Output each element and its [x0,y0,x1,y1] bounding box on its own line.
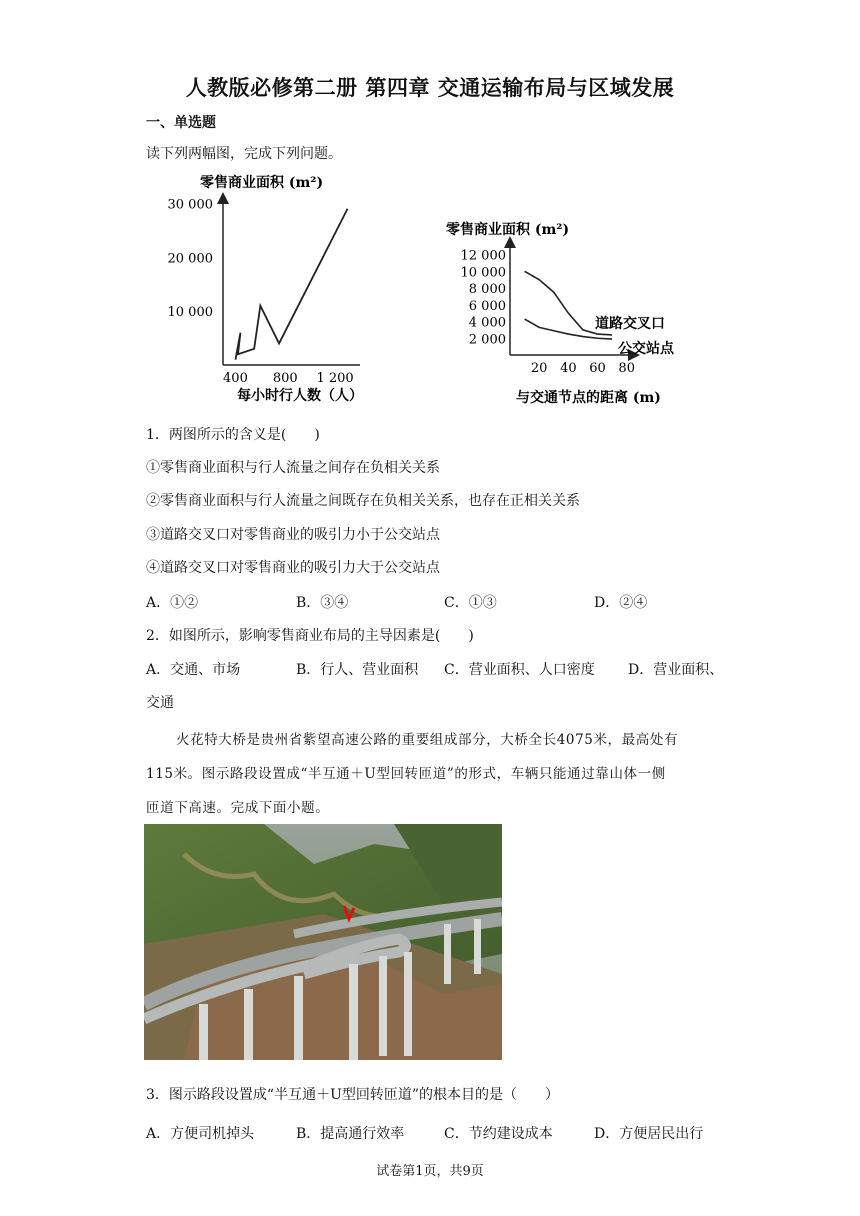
chart2-xlabel: 与交通节点的距离 (m) [516,390,661,406]
chart1-ytick-label: 10 000 [167,305,213,321]
chart2-ytick-label: 8 000 [468,282,506,298]
q3-option-b: B．提高通行效率 [296,1126,405,1142]
q2-option-b: B．行人、营业面积 [296,662,419,678]
chart1-xtick-label: 400 [223,371,248,386]
q1-stem: 1．两图所示的含义是( ) [146,427,320,443]
q3-option-d: D．方便居民出行 [594,1126,704,1142]
chart2-ylabel: 零售商业面积 (m²) [446,222,570,238]
chart2-legend-bus-stop: 公交站点 [618,341,674,357]
chart-distance-area [428,208,708,413]
chart1-series-line [235,209,347,360]
chart2-xtick-label: 20 [530,361,548,376]
q1-item: ①零售商业面积与行人流量之间存在负相关关系 [146,460,440,476]
chart1-ytick-label: 30 000 [167,197,213,213]
chart2-legend-road-crossing: 道路交叉口 [595,316,665,332]
chart2-ytick-label: 12 000 [460,248,506,264]
page-title: 人教版必修第二册 第四章 交通运输布局与区域发展 [185,75,675,100]
chart2-ytick-label: 10 000 [460,265,506,281]
q2-option-a: A．交通、市场 [146,662,241,678]
chart1-xlabel: 每小时行人数（人） [237,388,363,404]
passage-line: 火花特大桥是贵州省紫望高速公路的重要组成部分，大桥全长4075米，最高处有 [176,732,679,748]
q2-option-d-wrap: 交通 [146,695,174,711]
chart2-ytick-label: 2 000 [468,332,506,348]
chart1-ylabel: 零售商业面积 (m²) [200,175,324,191]
q2-option-d: D．营业面积、 [628,662,724,678]
chart1-xtick-label: 1 200 [316,371,354,386]
chart2-xtick-label: 80 [618,361,635,376]
q1-item: ②零售商业面积与行人流量之间既存在负相关关系，也存在正相关关系 [146,493,580,509]
page-footer: 试卷第1页，共9页 [376,1164,484,1179]
chart2-xtick-label: 40 [560,361,577,376]
q3-option-c: C．节约建设成本 [444,1126,553,1142]
chart2-xtick-label: 60 [589,361,606,376]
chart1-xtick-label: 800 [272,371,298,386]
chart1-ytick-label: 20 000 [167,251,213,267]
bridge-photo [144,824,502,1060]
q1-item: ④道路交叉口对零售商业的吸引力大于公交站点 [146,560,440,576]
chart2-ytick-label: 4 000 [468,315,506,331]
chart2-ytick-label: 6 000 [468,298,506,314]
q2-option-c: C．营业面积、人口密度 [444,662,595,678]
chart-pedestrian-area [155,168,415,408]
passage-line: 115米。图示路段设置成“半互通＋U型回转匝道”的形式，车辆只能通过靠山体一侧 [146,766,666,782]
q1-option-d: D．②④ [594,595,648,611]
q3-option-a: A．方便司机掉头 [146,1126,255,1142]
q1-option-c: C．①③ [444,595,497,611]
q1-item: ③道路交叉口对零售商业的吸引力小于公交站点 [146,527,440,543]
intro-text: 读下列两幅图，完成下列问题。 [146,146,342,162]
q1-option-b: B．③④ [296,595,349,611]
passage-line: 匝道下高速。完成下面小题。 [146,800,330,816]
section-heading: 一、单选题 [146,115,216,131]
q2-stem: 2．如图所示，影响零售商业布局的主导因素是( ) [146,628,474,644]
q3-stem: 3．图示路段设置成“半互通＋U型回转匝道”的根本目的是（ ） [146,1087,560,1103]
q1-option-a: A．①② [146,595,199,611]
